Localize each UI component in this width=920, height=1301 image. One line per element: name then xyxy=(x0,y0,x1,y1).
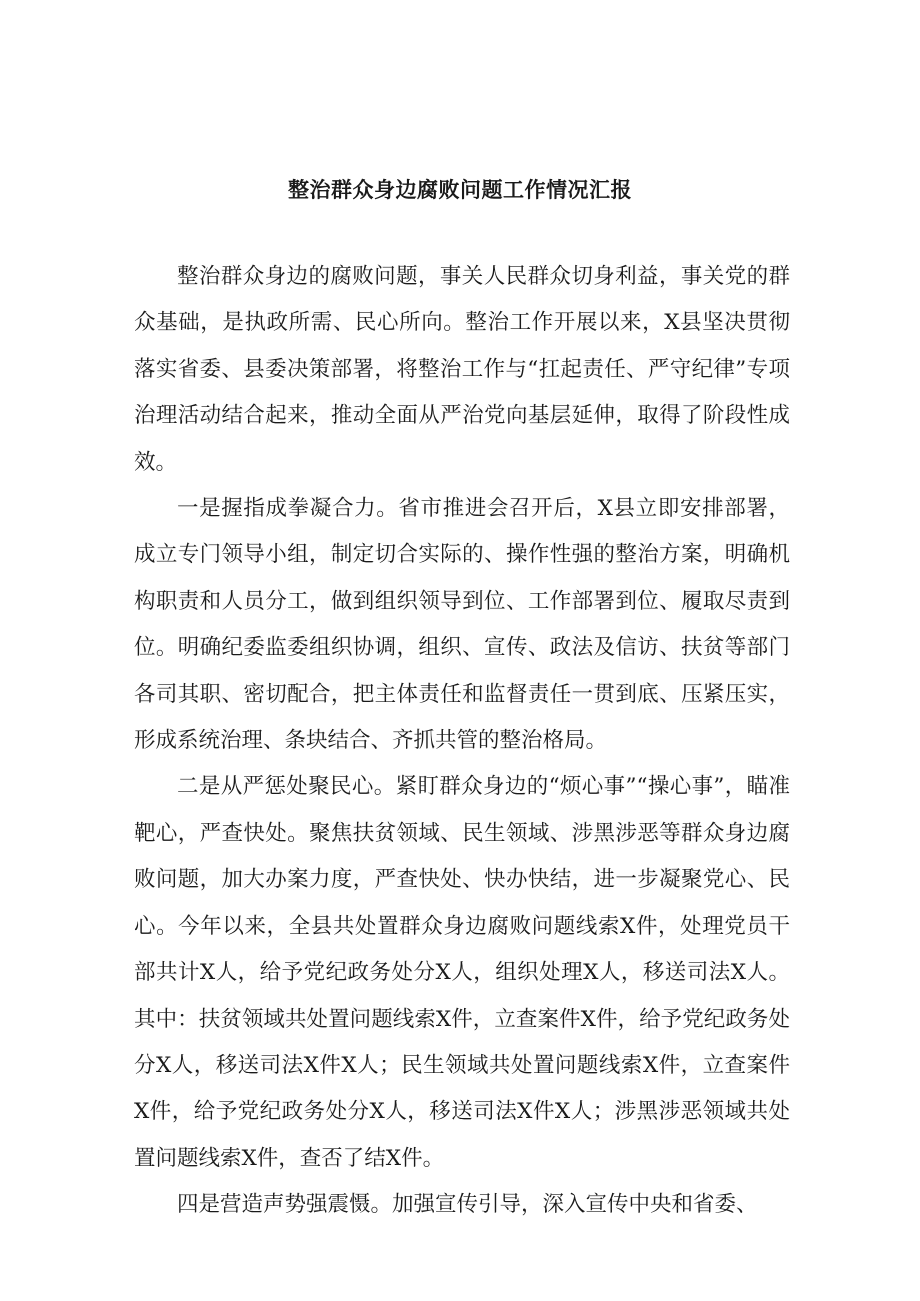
paragraph-point-four: 四是营造声势强震慑。加强宣传引导，深入宣传中央和省委、 xyxy=(177,1192,758,1218)
document-body xyxy=(134,254,790,1229)
paragraph-intro: 整治群众身边的腐败问题，事关人民群众切身利益，事关党的群众基础，是执政所需、民心所向。整治工作开展以来，X县坚决贯彻落实省委、县委决策部署，将整治工作与“扛起责任、严守纪律”专项治理活动结合起来，推动全面从严治党向基层延伸，取得了阶段性成效。 xyxy=(134,264,790,475)
paragraph-point-one: 一是握指成拳凝合力。省市推进会召开后，X县立即安排部署，成立专门领导小组，制定切合实际的、操作性强的整治方案，明确机构职责和人员分工，做到组织领导到位、工作部署到位、履取尽责到位。明确纪委监委组织协调，组织、宣传、政法及信访、扶贫等部门各司其职、密切配合，把主体责任和监督责任一贯到底、压紧压实，形成系统治理、条块结合、齐抓共管的整治格局。 xyxy=(134,496,790,754)
paragraph-point-two: 二是从严惩处聚民心。紧盯群众身边的“烦心事”“操心事”，瞄准靶心，严查快处。聚焦扶贫领域、民生领域、涉黑涉恶等群众身边腐败问题，加大办案力度，严查快处、快办快结，进一步凝聚党心、民心。今年以来，全县共处置群众身边腐败问题线索X件，处理党员干部共计X人，给予党纪政务处分X人，组织处理X人，移送司法X人。其中：扶贫领域共处置问题线索X件，立查案件X件，给予党纪政务处分X人，移送司法X件X人；民生领域共处置问题线索X件，立查案件X件，给予党纪政务处分X人，移送司法X件X人；涉黑涉恶领域共处置问题线索X件，查否了结X件。 xyxy=(134,774,790,1171)
document-title: 整治群众身边腐败问题工作情况汇报 xyxy=(288,177,632,202)
